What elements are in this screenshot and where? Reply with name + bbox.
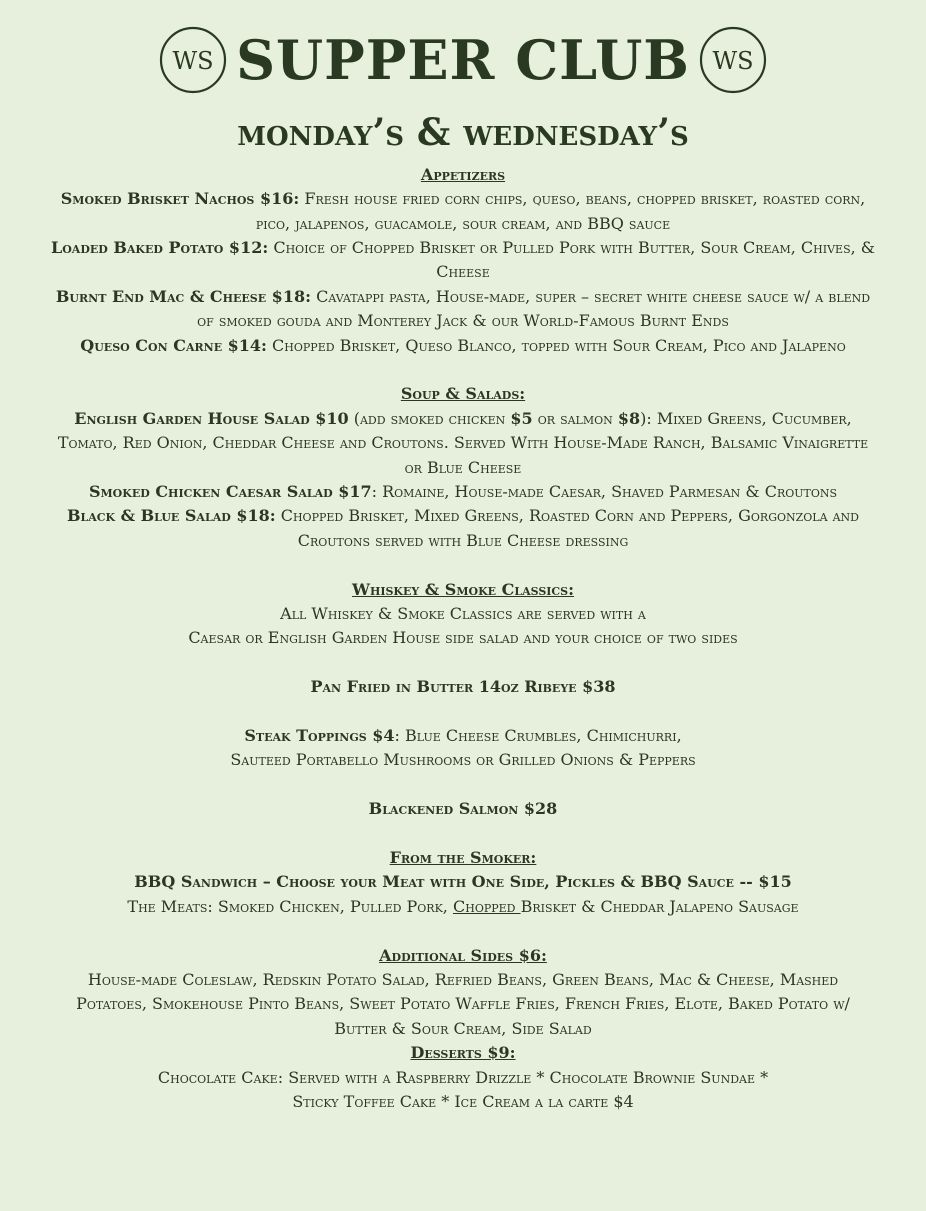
steak-toppings bbox=[50, 724, 876, 748]
ribeye-item: Pan Fried in Butter 14oz Ribeye $38 bbox=[310, 677, 616, 697]
ws-logo-left bbox=[158, 25, 228, 95]
menu-item bbox=[50, 504, 876, 553]
meats-b: Brisket & Cheddar Jalapeno Sausage bbox=[520, 896, 799, 916]
sandwich-item: BBQ Sandwich – Choose your Meat with One Side, Pickles & BBQ Sauce -- $15 bbox=[134, 872, 792, 892]
item-desc: or salmon bbox=[532, 408, 618, 428]
item-name: Burnt End Mac & Cheese $18: bbox=[55, 286, 311, 306]
meats-underlined: Chopped bbox=[452, 896, 521, 916]
menu-item bbox=[50, 334, 876, 358]
whiskey-note-2: Caesar or English Garden House side salad and your choice of two sides bbox=[188, 628, 738, 648]
item-name: Black & Blue Salad $18: bbox=[66, 506, 276, 526]
desserts-line-1: Chocolate Cake: Served with a Raspberry Drizzle * Chocolate Brownie Sundae * bbox=[157, 1067, 769, 1087]
desserts-line-2: Sticky Toffee Cake * Ice Cream a la carte $4 bbox=[292, 1092, 634, 1112]
item-price: $8 bbox=[617, 408, 641, 428]
meats-a: The Meats: Smoked Chicken, Pulled Pork, bbox=[127, 896, 453, 916]
sides-list: House-made Coleslaw, Redskin Potato Salad, Refried Beans, Green Beans, Mac & Cheese, Mashed Potatoes, Smokehouse Pinto Beans, Sweet Potato Waffle Fries, French Fries, Elote, Baked Potato w/ Butter & Sour Cream, Side Salad bbox=[76, 969, 850, 1038]
salmon-item: Blackened Salmon $28 bbox=[368, 799, 558, 819]
item-name: Smoked Brisket Nachos $16: bbox=[60, 189, 300, 209]
menu-item bbox=[50, 407, 876, 480]
item-desc: Chopped Brisket, Mixed Greens, Roasted Corn and Peppers, Gorgonzola and Croutons served with Blue Cheese dressing bbox=[275, 506, 860, 550]
logo-text: WS bbox=[712, 47, 754, 75]
smoker-title: From the Smoker: bbox=[389, 847, 537, 867]
item-desc: Choice of Chopped Brisket or Pulled Pork with Butter, Sour Cream, Chives, & Cheese bbox=[268, 237, 876, 282]
whiskey-note-1: All Whiskey & Smoke Classics are served with a bbox=[280, 603, 646, 623]
item-desc: Chopped Brisket, Queso Blanco, topped with Sour Cream, Pico and Jalapeno bbox=[266, 335, 846, 355]
item-desc: ): Mixed Greens, Cucumber, Tomato, Red Onion, Cheddar Cheese and Croutons. Served With House-Made Ranch, Balsamic Vinaigrette or Blue Cheese bbox=[57, 408, 869, 477]
soups-title: Soup & Salads: bbox=[400, 384, 526, 404]
item-price: $5 bbox=[510, 408, 533, 428]
header bbox=[0, 0, 926, 116]
subtitle: monday’s & wednesday’s bbox=[237, 110, 689, 154]
logo-text: WS bbox=[172, 47, 214, 75]
item-name: Steak Toppings $4 bbox=[244, 725, 395, 745]
item-desc: : Romaine, House-made Caesar, Shaved Parmesan & Croutons bbox=[371, 481, 838, 501]
menu-item bbox=[50, 480, 876, 504]
item-name: English Garden House Salad $10 bbox=[74, 408, 349, 428]
item-desc: Fresh house fried corn chips, queso, beans, chopped brisket, roasted corn, pico, jalapenos, guacamole, sour cream, and BBQ sauce bbox=[255, 189, 866, 233]
item-desc: (add smoked chicken bbox=[348, 408, 511, 428]
brand-title: SUPPER CLUB bbox=[236, 28, 690, 92]
item-name: Smoked Chicken Caesar Salad $17 bbox=[88, 481, 372, 501]
whiskey-title: Whiskey & Smoke Classics: bbox=[351, 579, 575, 599]
menu-item bbox=[50, 285, 876, 334]
item-desc: : Blue Cheese Crumbles, Chimichurri, bbox=[394, 725, 682, 745]
menu-item bbox=[50, 236, 876, 285]
ws-logo-right bbox=[698, 25, 768, 95]
item-name: Loaded Baked Potato $12: bbox=[50, 237, 269, 257]
menu-item bbox=[50, 187, 876, 236]
sides-title: Additional Sides $6: bbox=[379, 945, 547, 965]
appetizers-title: Appetizers bbox=[420, 164, 506, 184]
meats-line bbox=[50, 895, 876, 919]
steak-toppings-2: Sauteed Portabello Mushrooms or Grilled Onions & Peppers bbox=[230, 750, 696, 770]
desserts-title: Desserts $9: bbox=[410, 1043, 516, 1063]
menu-body bbox=[0, 163, 926, 1115]
item-name: Queso Con Carne $14: bbox=[80, 335, 267, 355]
item-desc: Cavatappi pasta, House-made, super – secret white cheese sauce w/ a blend of smoked gouda and Monterey Jack & our World-Famous Burnt Ends bbox=[197, 286, 871, 331]
